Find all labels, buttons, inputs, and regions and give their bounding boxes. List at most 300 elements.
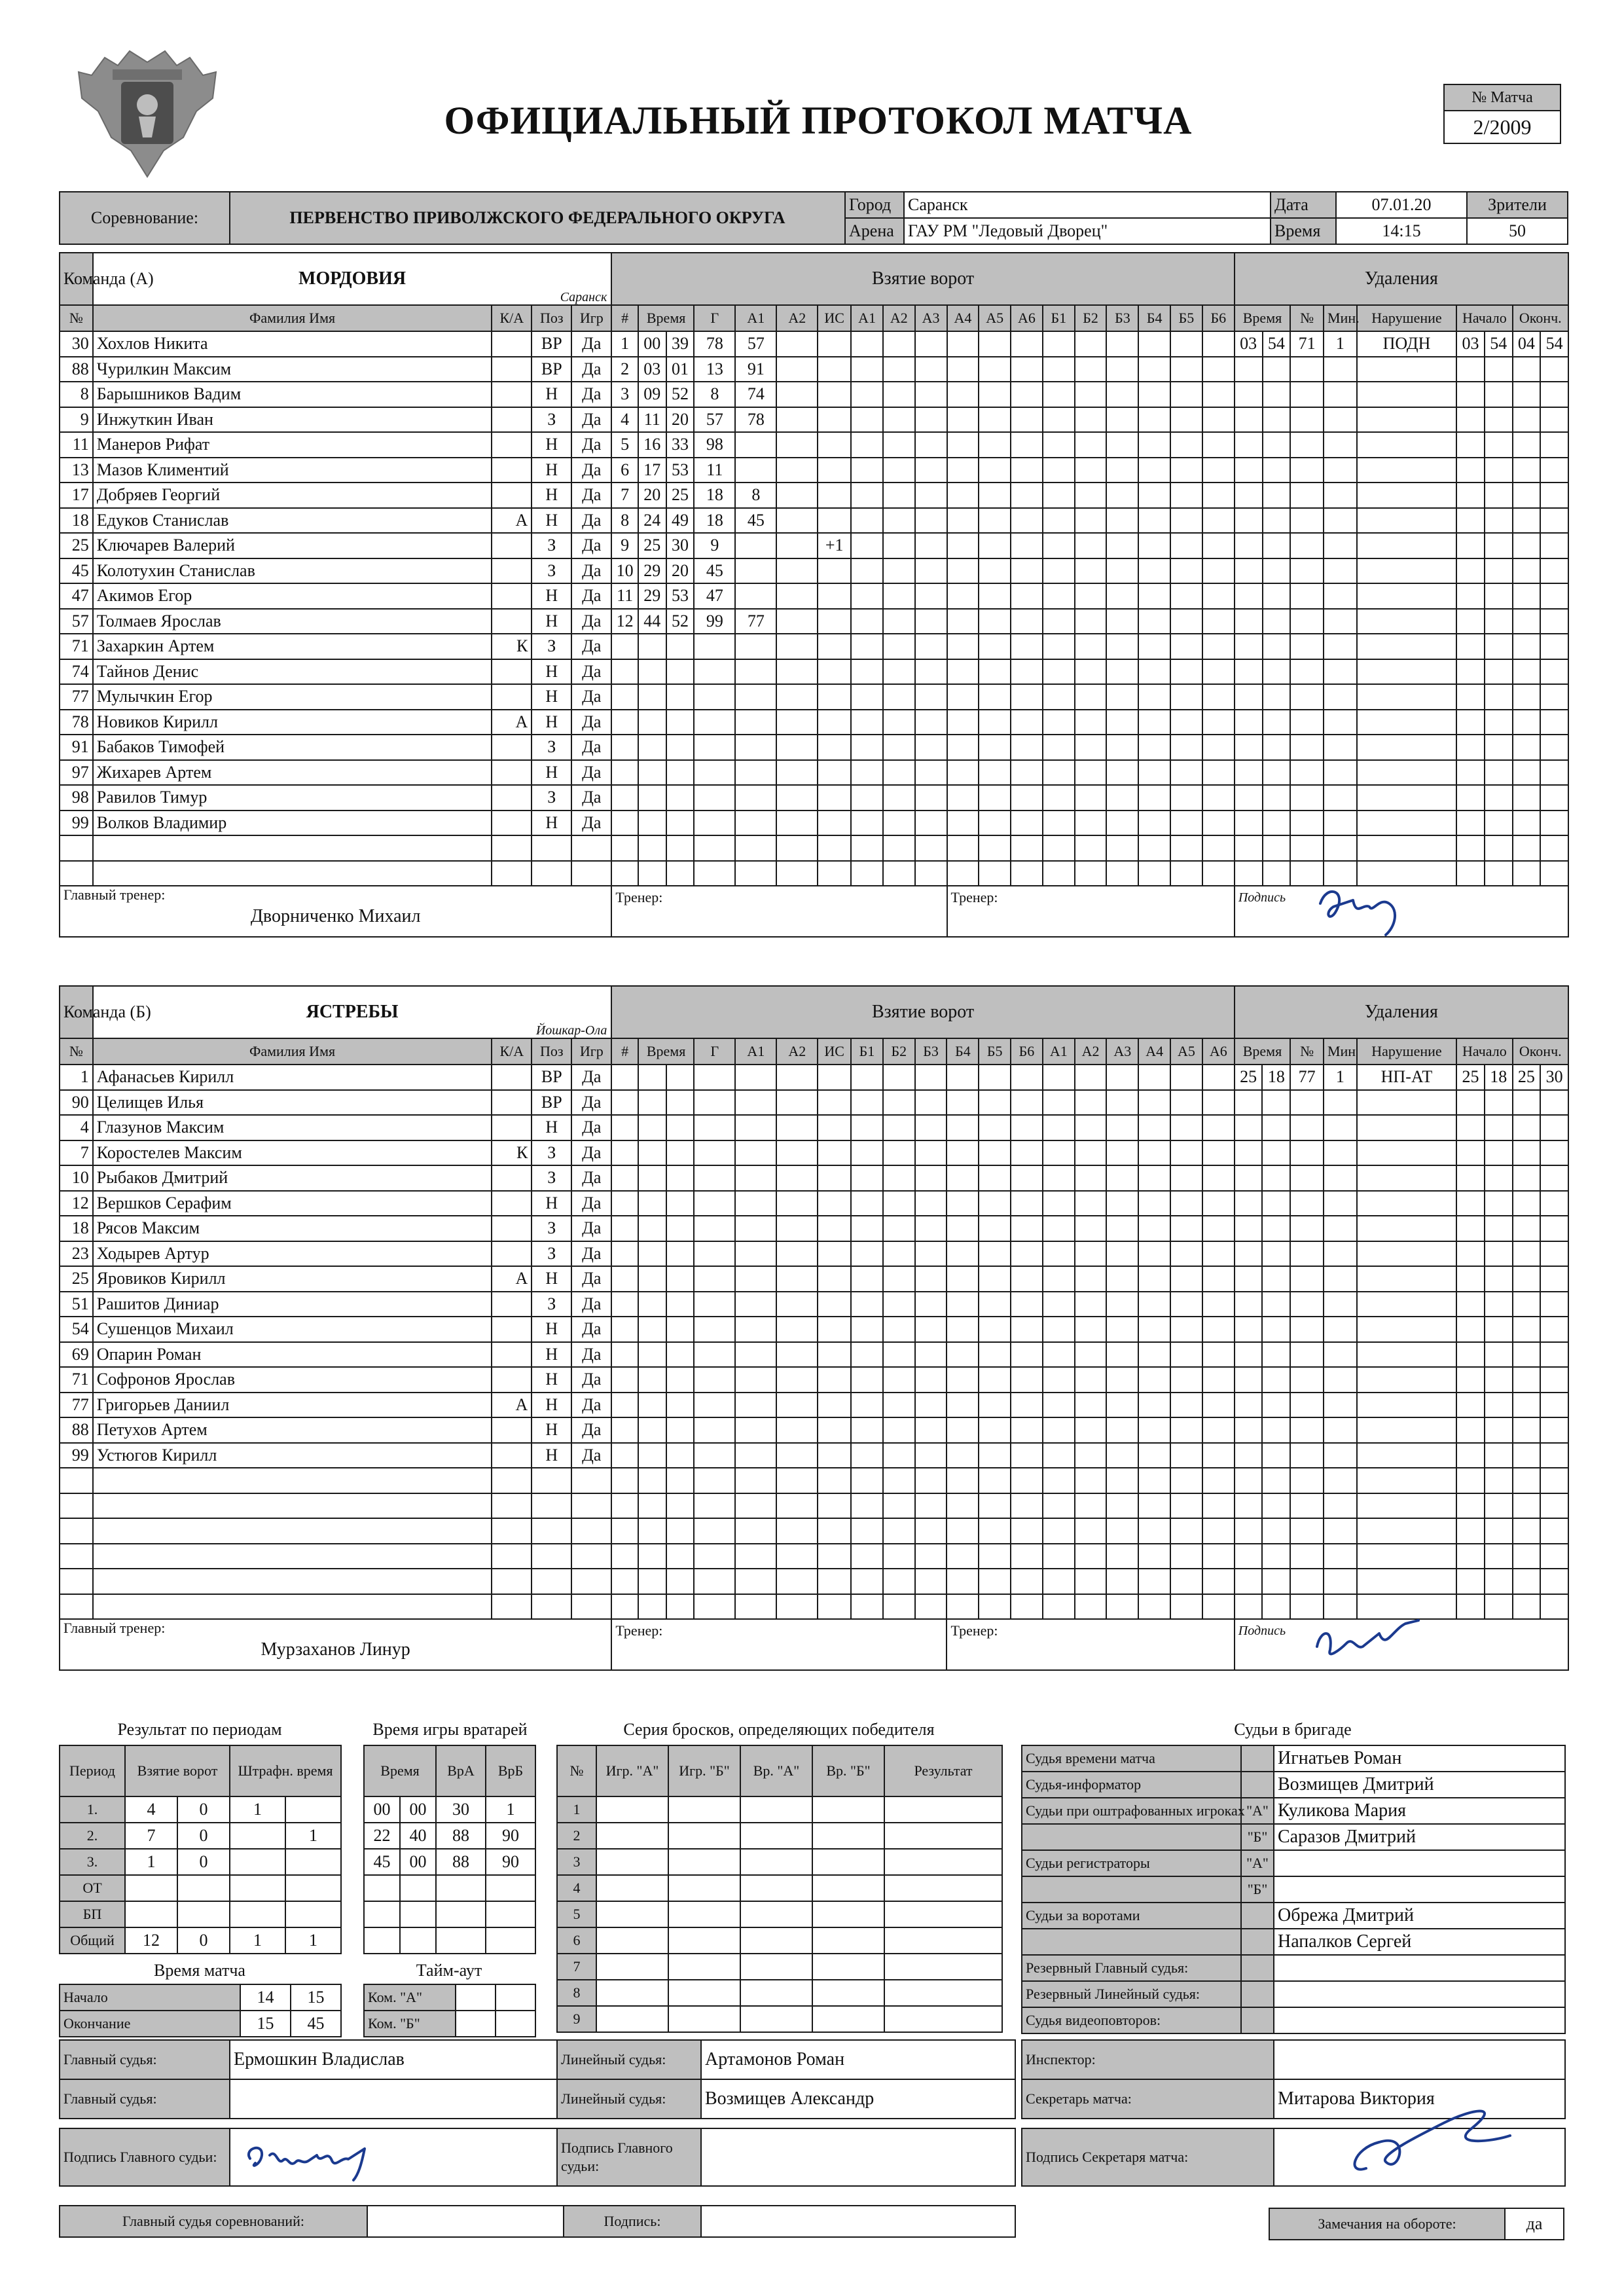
roster-cell: 20: [666, 558, 695, 584]
roster-cell: [979, 1140, 1011, 1166]
roster-cell: [776, 1518, 818, 1544]
roster-cell: [1011, 1191, 1043, 1216]
roster-cell: [915, 659, 947, 685]
roster-cell: [1138, 1569, 1170, 1594]
roster-cell: [1290, 1518, 1324, 1544]
roster-cell: [1075, 634, 1107, 659]
roster-cell: [1106, 558, 1138, 584]
roster-cell: [1324, 609, 1357, 634]
goalie-cell: [486, 1901, 535, 1927]
roster-cell: 30: [60, 331, 93, 357]
roster-cell: [947, 432, 979, 458]
roster-cell: [1263, 357, 1291, 382]
roster-cell: [1290, 710, 1324, 735]
roster-cell: [1456, 710, 1485, 735]
period-cell: 0: [177, 1796, 230, 1823]
roster-cell: [1235, 508, 1263, 534]
roster-cell: 11: [611, 583, 638, 609]
roster-cell: [1106, 1115, 1138, 1140]
roster-cell: [883, 1493, 915, 1519]
roster-cell: [1011, 1342, 1043, 1368]
roster-cell: [818, 1417, 851, 1443]
roster-cell: [1043, 1065, 1075, 1090]
roster-cell: [1456, 835, 1485, 861]
period-row: [60, 1927, 341, 1954]
roster-cell: [1324, 659, 1357, 685]
main-ref-signature-label: Подпись Главного судьи:: [60, 2128, 230, 2186]
roster-cell: [1170, 1165, 1202, 1191]
col-header: Фамилия Имя: [93, 305, 492, 331]
roster-cell: [947, 1065, 979, 1090]
goals-section-title: Взятие ворот: [611, 986, 1234, 1038]
roster-cell: [818, 811, 851, 836]
roster-cell: [1513, 458, 1541, 483]
roster-cell: [1485, 1317, 1513, 1342]
roster-cell: [1202, 483, 1235, 508]
roster-cell: [1075, 1241, 1107, 1267]
roster-cell: 99: [60, 811, 93, 836]
official-role: [1022, 1824, 1241, 1850]
col-header: Б3: [915, 1038, 947, 1065]
team-city: Йошкар-Ола: [535, 1023, 607, 1038]
roster-cell: [979, 710, 1011, 735]
roster-cell: [1513, 1443, 1541, 1468]
roster-cell: [1011, 1090, 1043, 1116]
timeout-title: Тайм-аут: [416, 1961, 482, 1980]
roster-cell: [1357, 1367, 1456, 1393]
roster-cell: [818, 1518, 851, 1544]
roster-cell: [851, 811, 883, 836]
roster-cell: [851, 1140, 883, 1166]
goalie-cell: 30: [436, 1796, 486, 1823]
roster-row: [60, 583, 1568, 609]
roster-cell: [532, 1594, 571, 1620]
roster-cell: [776, 1216, 818, 1241]
timeout-team-b-label: Ком. "Б": [364, 2011, 456, 2037]
roster-cell: [1540, 508, 1568, 534]
roster-row: [60, 483, 1568, 508]
roster-cell: [1235, 1266, 1263, 1292]
roster-cell: [1513, 710, 1541, 735]
roster-cell: [1456, 407, 1485, 433]
roster-cell: 54: [1540, 331, 1568, 357]
col-header: Б4: [947, 1038, 979, 1065]
roster-cell: [1485, 861, 1513, 886]
roster-cell: Яровиков Кирилл: [93, 1266, 492, 1292]
roster-cell: [1235, 785, 1263, 811]
roster-cell: [1075, 1417, 1107, 1443]
roster-cell: Бабаков Тимофей: [93, 735, 492, 760]
roster-cell: [60, 1594, 93, 1620]
roster-cell: [1357, 634, 1456, 659]
roster-cell: [1513, 1367, 1541, 1393]
roster-cell: [638, 1594, 666, 1620]
roster-cell: Н: [532, 432, 571, 458]
roster-cell: [611, 760, 638, 786]
col-header: Б2: [883, 1038, 915, 1065]
roster-cell: [1043, 508, 1075, 534]
roster-cell: [1075, 684, 1107, 710]
roster-cell: [1540, 1393, 1568, 1418]
roster-cell: [1011, 1544, 1043, 1569]
roster-cell: [735, 1367, 776, 1393]
roster-cell: [735, 684, 776, 710]
roster-cell: [1540, 533, 1568, 558]
roster-cell: [818, 609, 851, 634]
official-side: [1241, 1981, 1274, 2007]
roster-cell: [915, 1493, 947, 1519]
roster-cell: [1485, 735, 1513, 760]
roster-cell: [1324, 1090, 1357, 1116]
roster-cell: [611, 1317, 638, 1342]
roster-cell: [1456, 684, 1485, 710]
roster-cell: 98: [694, 432, 735, 458]
roster-cell: [1357, 583, 1456, 609]
roster-cell: [818, 1544, 851, 1569]
roster-cell: [638, 1216, 666, 1241]
roster-cell: [1513, 1241, 1541, 1267]
roster-cell: [1202, 1191, 1235, 1216]
roster-cell: [532, 1468, 571, 1493]
roster-cell: [947, 1443, 979, 1468]
roster-cell: [638, 1140, 666, 1166]
roster-cell: [1202, 533, 1235, 558]
roster-cell: [1540, 1090, 1568, 1116]
roster-cell: Да: [571, 735, 611, 760]
roster-cell: [1456, 1468, 1485, 1493]
roster-cell: [818, 659, 851, 685]
roster-cell: [1202, 1342, 1235, 1368]
roster-cell: Н: [532, 684, 571, 710]
roster-cell: [851, 357, 883, 382]
roster-cell: [1011, 1140, 1043, 1166]
date-label: Дата: [1271, 192, 1336, 218]
roster-cell: [1106, 432, 1138, 458]
roster-cell: [947, 634, 979, 659]
roster-cell: [611, 1393, 638, 1418]
roster-cell: [1540, 735, 1568, 760]
roster-cell: [851, 1292, 883, 1317]
roster-cell: [1235, 1393, 1263, 1418]
match-info-bar: [59, 191, 1567, 245]
roster-cell: [776, 1317, 818, 1342]
roster-cell: [1075, 357, 1107, 382]
roster-cell: [851, 432, 883, 458]
roster-cell: [1263, 634, 1291, 659]
roster-cell: [883, 1216, 915, 1241]
roster-cell: [1290, 1216, 1324, 1241]
roster-cell: [851, 558, 883, 584]
roster-cell: [1540, 811, 1568, 836]
roster-cell: [1290, 1292, 1324, 1317]
roster-cell: [947, 659, 979, 685]
period-cell: 1: [230, 1927, 285, 1954]
roster-cell: [93, 1468, 492, 1493]
roster-cell: 78: [60, 710, 93, 735]
head-coach-label: Главный тренер:: [63, 886, 166, 903]
roster-cell: [915, 483, 947, 508]
roster-cell: Да: [571, 1417, 611, 1443]
roster-cell: [1235, 710, 1263, 735]
roster-cell: [638, 861, 666, 886]
roster-cell: [611, 1518, 638, 1544]
roster-cell: [1513, 785, 1541, 811]
roster-cell: [1202, 1292, 1235, 1317]
roster-cell: [735, 1443, 776, 1468]
roster-cell: [492, 1241, 532, 1267]
goalie-row: [364, 1796, 535, 1823]
roster-cell: [883, 1443, 915, 1468]
roster-cell: 03: [1235, 331, 1263, 357]
roster-cell: [1138, 1292, 1170, 1317]
roster-cell: Да: [571, 609, 611, 634]
roster-cell: [776, 835, 818, 861]
roster-cell: [1485, 811, 1513, 836]
roster-cell: [492, 811, 532, 836]
roster-cell: [915, 1317, 947, 1342]
roster-cell: 11: [638, 407, 666, 433]
roster-cell: [1357, 684, 1456, 710]
roster-cell: [915, 861, 947, 886]
roster-cell: [818, 1292, 851, 1317]
roster-cell: 23: [60, 1241, 93, 1267]
roster-cell: [1263, 583, 1291, 609]
roster-cell: [947, 533, 979, 558]
roster-cell: [1456, 760, 1485, 786]
roster-cell: 51: [60, 1292, 93, 1317]
official-role: Судьи регистраторы: [1022, 1850, 1241, 1876]
roster-cell: [1456, 659, 1485, 685]
roster-cell: Да: [571, 1266, 611, 1292]
roster-cell: [1357, 785, 1456, 811]
roster-cell: [776, 1342, 818, 1368]
roster-cell: [1324, 508, 1357, 534]
roster-cell: [1202, 1594, 1235, 1620]
roster-cell: [1170, 331, 1202, 357]
roster-cell: [1290, 1417, 1324, 1443]
roster-cell: Равилов Тимур: [93, 785, 492, 811]
roster-cell: [1485, 1544, 1513, 1569]
roster-cell: 25: [1456, 1065, 1485, 1090]
roster-cell: [694, 1165, 735, 1191]
roster-cell: [1540, 1115, 1568, 1140]
roster-cell: [776, 558, 818, 584]
roster-cell: 8: [60, 382, 93, 407]
roster-cell: Добряев Георгий: [93, 483, 492, 508]
official-side: "Б": [1241, 1876, 1274, 1903]
roster-row: [60, 331, 1568, 357]
roster-cell: [979, 1367, 1011, 1393]
roster-cell: [883, 785, 915, 811]
roster-cell: 74: [60, 659, 93, 685]
roster-cell: [851, 1216, 883, 1241]
roster-cell: Манеров Рифат: [93, 432, 492, 458]
roster-cell: [1485, 1594, 1513, 1620]
roster-cell: 77: [1290, 1065, 1324, 1090]
roster-cell: [776, 1065, 818, 1090]
roster-cell: [1324, 382, 1357, 407]
roster-cell: 45: [735, 508, 776, 534]
roster-cell: [818, 1468, 851, 1493]
roster-cell: [818, 684, 851, 710]
roster-cell: [1456, 1544, 1485, 1569]
roster-cell: [979, 458, 1011, 483]
roster-cell: [1290, 785, 1324, 811]
roster-cell: [1456, 1115, 1485, 1140]
roster-cell: Н: [532, 1367, 571, 1393]
final-signature-label: Подпись:: [564, 2206, 701, 2237]
roster-cell: [1170, 583, 1202, 609]
signature-row: [59, 2128, 1016, 2187]
roster-cell: [1106, 1266, 1138, 1292]
roster-cell: [532, 861, 571, 886]
roster-row: [60, 1065, 1568, 1090]
roster-cell: [1202, 407, 1235, 433]
roster-cell: [611, 1417, 638, 1443]
roster-cell: [1235, 861, 1263, 886]
main-ref-2: [230, 2079, 557, 2119]
roster-cell: [492, 1544, 532, 1569]
roster-cell: [1513, 432, 1541, 458]
roster-cell: [60, 1569, 93, 1594]
roster-row: [60, 1544, 1568, 1569]
roster-cell: Да: [571, 1443, 611, 1468]
roster-row: [60, 1292, 1568, 1317]
roster-cell: [1290, 458, 1324, 483]
period-cell: ОТ: [60, 1875, 125, 1901]
roster-cell: 69: [60, 1342, 93, 1368]
roster-cell: [611, 735, 638, 760]
col-header: Время: [638, 1038, 694, 1065]
roster-cell: [1357, 1518, 1456, 1544]
roster-cell: [1138, 331, 1170, 357]
roster-cell: [947, 357, 979, 382]
coach-signature: [1307, 877, 1438, 936]
roster-cell: [776, 1544, 818, 1569]
col-header: Г: [694, 305, 735, 331]
roster-cell: [638, 1544, 666, 1569]
roster-cell: [1485, 483, 1513, 508]
roster-cell: [818, 382, 851, 407]
roster-cell: [735, 1468, 776, 1493]
official-name: [1274, 1981, 1565, 2007]
roster-cell: [1043, 1544, 1075, 1569]
roster-cell: 4: [611, 407, 638, 433]
roster-cell: [1485, 1518, 1513, 1544]
roster-cell: [1075, 1140, 1107, 1166]
roster-cell: [735, 1216, 776, 1241]
roster-cell: [1235, 1468, 1263, 1493]
roster-cell: [492, 331, 532, 357]
head-coach-name: Дворниченко Михаил: [250, 906, 421, 926]
roster-cell: [694, 1569, 735, 1594]
roster-cell: [1290, 634, 1324, 659]
roster-cell: [1235, 735, 1263, 760]
roster-cell: 90: [60, 1090, 93, 1116]
roster-cell: 33: [666, 432, 695, 458]
official-side: "А": [1241, 1798, 1274, 1824]
roster-row: [60, 1216, 1568, 1241]
roster-cell: [1540, 785, 1568, 811]
roster-cell: [571, 1544, 611, 1569]
roster-cell: [776, 684, 818, 710]
roster-cell: Н: [532, 1266, 571, 1292]
roster-cell: [1170, 483, 1202, 508]
roster-cell: [1485, 1090, 1513, 1116]
col-header: Б6: [1011, 1038, 1043, 1065]
roster-cell: [666, 1266, 695, 1292]
roster-cell: [1075, 432, 1107, 458]
roster-cell: ВР: [532, 1090, 571, 1116]
roster-cell: [947, 1292, 979, 1317]
roster-cell: [1324, 1393, 1357, 1418]
roster-cell: [638, 1367, 666, 1393]
roster-cell: [1540, 1367, 1568, 1393]
roster-cell: [1075, 1443, 1107, 1468]
roster-cell: [1106, 710, 1138, 735]
roster-cell: [1324, 1140, 1357, 1166]
roster-cell: [1540, 1594, 1568, 1620]
roster-cell: [979, 1090, 1011, 1116]
roster-cell: [1011, 1292, 1043, 1317]
roster-cell: [1011, 1065, 1043, 1090]
roster-cell: [1138, 357, 1170, 382]
roster-cell: [1290, 1544, 1324, 1569]
roster-cell: [694, 1342, 735, 1368]
roster-cell: [611, 659, 638, 685]
roster-cell: 1: [1324, 331, 1357, 357]
roster-cell: [1456, 1090, 1485, 1116]
roster-cell: [1011, 331, 1043, 357]
roster-cell: [1263, 558, 1291, 584]
coach-signature: [1307, 1611, 1438, 1669]
roster-cell: [1540, 558, 1568, 584]
roster-cell: [851, 1115, 883, 1140]
col-header: Г: [694, 1038, 735, 1065]
roster-cell: [776, 1493, 818, 1519]
roster-cell: [638, 1165, 666, 1191]
roster-cell: [1011, 583, 1043, 609]
roster-cell: [1485, 1266, 1513, 1292]
roster-cell: [60, 861, 93, 886]
roster-cell: [1513, 1342, 1541, 1368]
roster-cell: [1263, 684, 1291, 710]
roster-cell: [1262, 1090, 1290, 1116]
roster-cell: [492, 1065, 532, 1090]
roster-cell: [883, 811, 915, 836]
roster-cell: [1485, 1393, 1513, 1418]
roster-cell: [1235, 1292, 1263, 1317]
roster-cell: [1170, 710, 1202, 735]
roster-cell: [532, 1493, 571, 1519]
roster-cell: [1170, 1115, 1202, 1140]
goalie-cell: [486, 1927, 535, 1954]
competition-name: ПЕРВЕНСТВО ПРИВОЛЖСКОГО ФЕДЕРАЛЬНОГО ОКРУГА: [230, 192, 845, 244]
roster-cell: [492, 1367, 532, 1393]
roster-cell: [1202, 458, 1235, 483]
roster-cell: [1540, 710, 1568, 735]
roster-cell: [1138, 710, 1170, 735]
roster-cell: [1513, 1594, 1541, 1620]
roster-cell: [1485, 1191, 1513, 1216]
roster-cell: [1357, 1468, 1456, 1493]
roster-cell: 53: [666, 458, 695, 483]
roster-cell: [735, 1090, 776, 1116]
roster-cell: [883, 1241, 915, 1267]
roster-cell: [776, 508, 818, 534]
roster-cell: [694, 1266, 735, 1292]
roster-cell: [1106, 785, 1138, 811]
